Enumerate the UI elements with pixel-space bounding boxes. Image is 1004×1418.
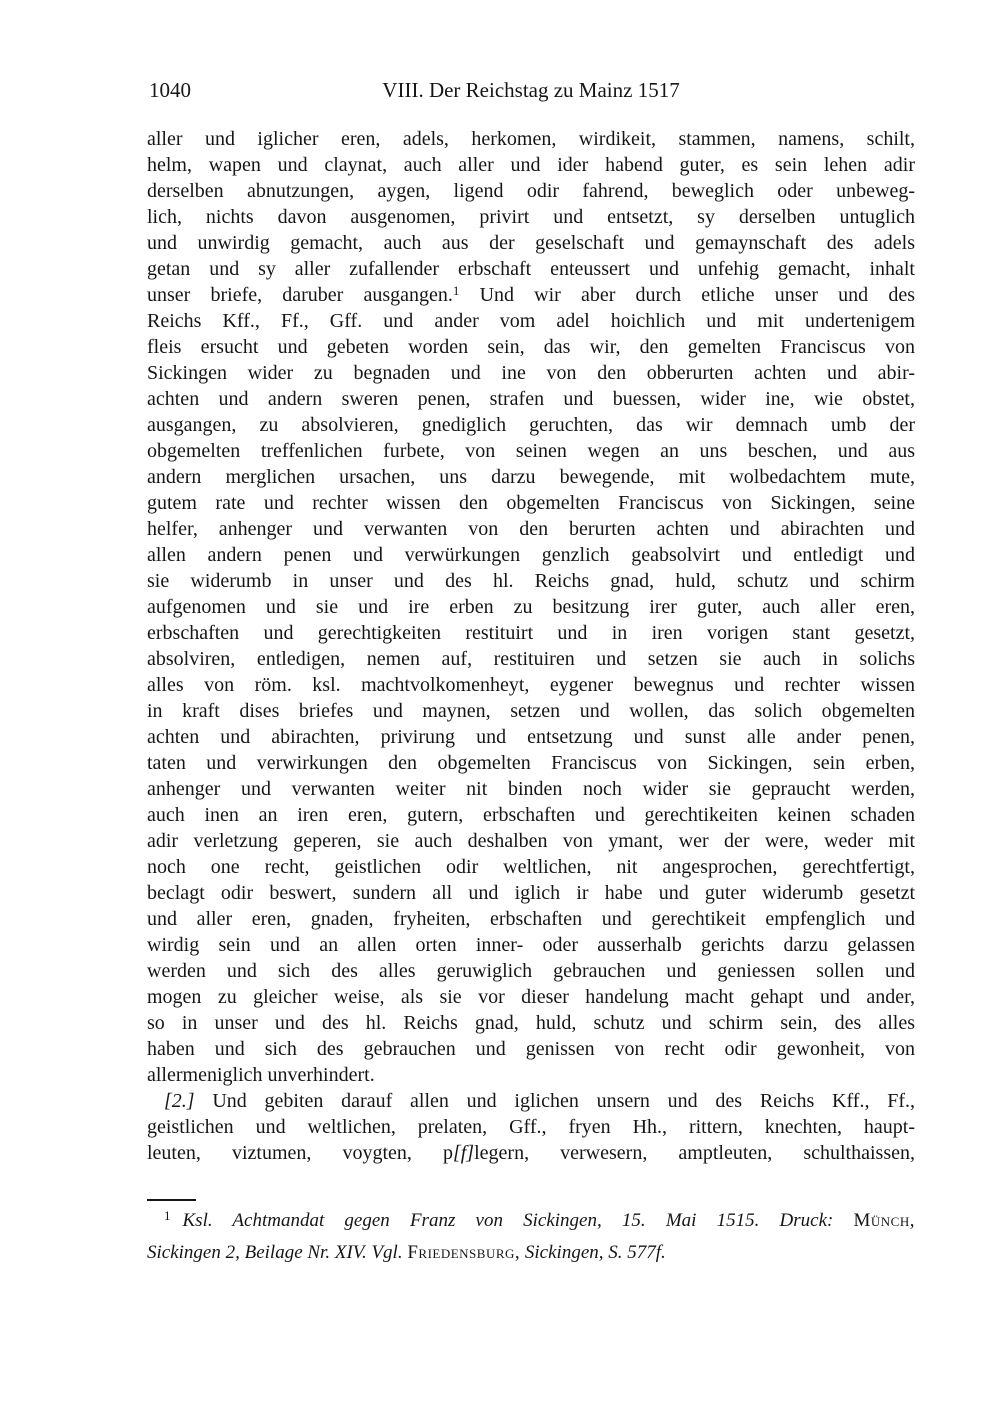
text-line: andern merglichen ursachen, uns darzu bewegende, mit wolbedachtem mute,: [147, 466, 915, 488]
author-name: Friedensburg,: [407, 1242, 521, 1263]
text-line: aufgenomen und sie und ire erben zu besitzung irer guter, auch aller eren,: [147, 596, 915, 618]
text-line: beclagt odir beswert, sundern all und iglich ir habe und guter widerumb gesetzt: [147, 882, 915, 904]
footnote-text: Sickingen 2, Beilage Nr. XIV. Vgl.: [147, 1242, 403, 1263]
body-text: [147, 126, 915, 1166]
text-line: alles von röm. ksl. machtvolkomenheyt, eygener bewegnus und rechter wissen: [147, 674, 915, 696]
author-name: Münch,: [853, 1210, 915, 1231]
text-line: fleis ersucht und gebeten worden sein, das wir, den gemelten Franciscus von: [147, 336, 915, 358]
text-line: werden und sich des alles geruwiglich gebrauchen und geniessen sollen und: [147, 960, 915, 982]
text-line: und aller eren, gnaden, fryheiten, erbschaften und gerechtikeit empfenglich und: [147, 908, 915, 930]
footnote-number: 1: [164, 1208, 171, 1223]
text-line: geistlichen und weltlichen, prelaten, Gff., fryen Hh., rittern, knechten, haupt-: [147, 1116, 915, 1138]
text-line: achten und abirachten, privirung und entsetzung und sunst alle ander penen,: [147, 726, 915, 748]
text-line: helfer, anhenger und verwanten von den berurten achten und abirachten und: [147, 518, 915, 540]
text-line: anhenger und verwanten weiter nit binden noch wider sie gepraucht werden,: [147, 778, 915, 800]
text-line: helm, wapen und claynat, auch aller und ider habend guter, es sein lehen adir: [147, 154, 915, 176]
text-line: mogen zu gleicher weise, als sie vor dieser handelung macht gehapt und ander,: [147, 986, 915, 1008]
text-line: getan und sy aller zufallender erbschaft enteussert und unfehig gemacht, inhalt: [147, 258, 915, 280]
text-line: aller und iglicher eren, adels, herkomen, wirdikeit, stammen, namens, schilt,: [147, 128, 915, 150]
text-line: [147, 1140, 915, 1166]
footnote: [147, 1205, 915, 1269]
text-line: auch inen an iren eren, gutern, erbschaften und gerechtikeiten keinen schaden: [147, 804, 915, 826]
text-line: [147, 282, 915, 308]
text-line: achten und andern sweren penen, strafen und buessen, wider ine, wie obstet,: [147, 388, 915, 410]
text-line: ausgangen, zu absolvieren, gnediglich geruchten, das wir demnach umb der: [147, 414, 915, 436]
text-segment: unser briefe, daruber ausgangen.: [147, 284, 453, 306]
text-line: erbschaften und gerechtigkeiten restituirt und in iren vorigen stant gesetzt,: [147, 622, 915, 644]
footnote-line: [147, 1205, 915, 1237]
text-line: lich, nichts davon ausgenomen, privirt und entsetzt, sy derselben untuglich: [147, 206, 915, 228]
text-line: absolviren, entledigen, nemen auf, restituiren und setzen sie auch in solichs: [147, 648, 915, 670]
text-segment: legern, verwesern, amptleuten, schulthaissen,: [474, 1142, 915, 1164]
page-header-row: [147, 76, 915, 104]
page-number: 1040: [149, 78, 191, 102]
editorial-insertion: [f]: [452, 1142, 475, 1164]
text-line: gutem rate und rechter wissen den obgemelten Franciscus von Sickingen, seine: [147, 492, 915, 514]
text-line: obgemelten treffenlichen furbete, von seinen wegen an uns beschen, und aus: [147, 440, 915, 462]
paragraph-2-first-line: [147, 1088, 915, 1114]
text-line: adir verletzung geperen, sie auch deshalben von ymant, wer der were, weder mit: [147, 830, 915, 852]
text-line: derselben abnutzungen, aygen, ligend odir fahrend, beweglich oder unbeweg-: [147, 180, 915, 202]
footnote-text: Ksl. Achtmandat gegen Franz von Sickingen, 15. Mai 1515. Druck:: [182, 1210, 834, 1231]
text-line: taten und verwirkungen den obgemelten Franciscus von Sickingen, sein erben,: [147, 752, 915, 774]
running-header: VIII. Der Reichstag zu Mainz 1517: [382, 78, 680, 102]
text-segment: leuten, viztumen, voygten, p: [147, 1142, 453, 1164]
text-line: so in unser und des hl. Reichs gnad, huld, schutz und schirm sein, des alles: [147, 1012, 915, 1034]
text-line: allen andern penen und verwürkungen genzlich geabsolvirt und entledigt und: [147, 544, 915, 566]
text-line: Reichs Kff., Ff., Gff. und ander vom adel hoichlich und mit undertenigem: [147, 310, 915, 332]
footnote-rule: [147, 1199, 196, 1201]
section-marker: [2.]: [164, 1090, 195, 1112]
text-segment: Und wir aber durch etliche unser und des: [479, 284, 915, 306]
footnote-line: [147, 1237, 915, 1269]
text-line: wirdig sein und an allen orten inner- oder ausserhalb gerichts darzu gelassen: [147, 934, 915, 956]
text-line: haben und sich des gebrauchen und genissen von recht odir gewonheit, von: [147, 1038, 915, 1060]
text-line: in kraft dises briefes und maynen, setzen und wollen, das solich obgemelten: [147, 700, 915, 722]
text-line: Sickingen wider zu begnaden und ine von den obberurten achten und abir-: [147, 362, 915, 384]
footnote-reference: 1: [452, 283, 460, 298]
text-line: sie widerumb in unser und des hl. Reichs gnad, huld, schutz und schirm: [147, 570, 915, 592]
text-line: und unwirdig gemacht, auch aus der geselschaft und gemaynschaft des adels: [147, 232, 915, 254]
text-line: noch one recht, geistlichen odir weltlichen, nit angesprochen, gerechtfertigt,: [147, 856, 915, 878]
paragraph-last-line: allermeniglich unverhindert.: [147, 1064, 375, 1086]
text-segment: Und gebiten darauf allen und iglichen unsern und des Reichs Kff., Ff.,: [212, 1090, 915, 1112]
footnote-text: Sickingen, S. 577f.: [524, 1242, 666, 1263]
